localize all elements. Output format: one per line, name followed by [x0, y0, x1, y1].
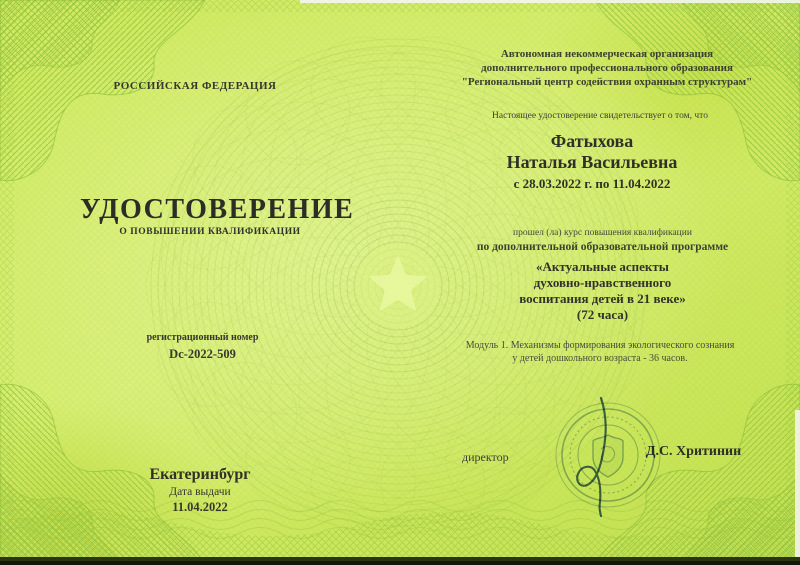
country-label: РОССИЙСКАЯ ФЕДЕРАЦИЯ	[113, 80, 277, 92]
organization-name	[437, 47, 777, 89]
completion-text-line1: прошел (ла) курс повышения квалификации	[513, 228, 692, 238]
module-description	[425, 340, 775, 365]
completion-text-line2: по дополнительной образовательной программе	[476, 241, 729, 253]
document-title-block	[80, 194, 355, 237]
program-title	[430, 259, 775, 323]
issue-date: 11.04.2022	[172, 500, 228, 514]
program-line1: «Актуальные аспекты	[536, 259, 669, 274]
module-line2: у детей дошкольного возраста - 36 часов.	[512, 352, 688, 364]
organization-line1: Автономная некоммерческая организация	[500, 48, 714, 60]
director-title: директор	[462, 450, 509, 464]
scan-edge-right	[795, 410, 800, 560]
scan-edge-top	[300, 0, 800, 3]
registration-number-value: Dc-2022-509	[169, 347, 236, 361]
organization-line2: дополнительного профессионального образования	[481, 62, 733, 74]
director-name: Д.С. Хритинин	[645, 444, 742, 459]
holder-last-name: Фатыхова	[550, 131, 634, 151]
program-line2: духовно-нравственного	[533, 275, 672, 290]
registration-number-label: регистрационный номер	[146, 332, 259, 343]
registration-block	[100, 332, 305, 362]
module-line1: Модуль 1. Механизмы формирования экологического сознания	[465, 340, 735, 351]
issue-city: Екатеринбург	[149, 466, 251, 483]
document-title: УДОСТОВЕРЕНИЕ	[80, 194, 355, 225]
scan-edge-bottom-dark	[0, 561, 800, 565]
attestation-text: Настоящее удостоверение свидетельствует о том, что	[492, 111, 708, 121]
program-line3: воспитания детей в 21 веке»	[519, 291, 686, 306]
director-signature	[565, 392, 635, 522]
organization-line3: "Региональный центр содействия охранным структурам"	[461, 76, 753, 88]
holder-name	[427, 131, 757, 173]
issue-date-label: Дата выдачи	[169, 486, 231, 498]
training-period: с 28.03.2022 г. по 11.04.2022	[513, 176, 671, 191]
document-subtitle: О ПОВЫШЕНИИ КВАЛИФИКАЦИИ	[119, 227, 301, 237]
program-hours: (72 часа)	[576, 307, 629, 322]
holder-first-middle-name: Наталья Васильевна	[506, 152, 678, 172]
issue-block	[105, 466, 295, 515]
